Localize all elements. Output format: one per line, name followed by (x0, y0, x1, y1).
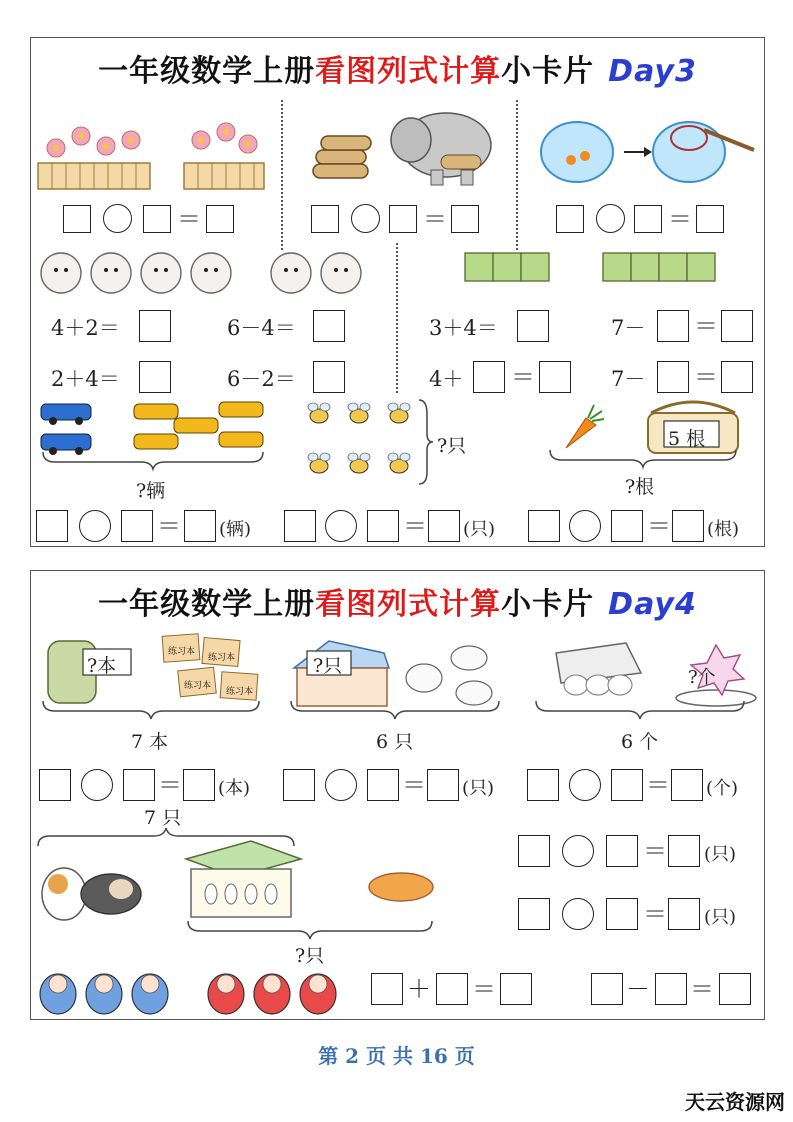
divider (516, 100, 518, 250)
unit-label: (只) (463, 519, 496, 540)
title-red: 看图列式计算 (315, 587, 502, 622)
equals-sign: ＝ (690, 975, 714, 1003)
equals-sign: ＝ (423, 205, 447, 233)
answer-box[interactable] (206, 205, 234, 233)
answer-box[interactable] (451, 205, 479, 233)
operator-circle[interactable] (325, 510, 357, 542)
answer-box[interactable] (657, 310, 689, 342)
total-label: 6 个 (621, 731, 659, 753)
answer-box[interactable] (518, 898, 550, 930)
answer-box[interactable] (517, 310, 549, 342)
title-black-2: 小卡片 (501, 587, 595, 622)
answer-box[interactable] (284, 510, 316, 542)
watermark: 天云资源网 (685, 1090, 785, 1114)
operator-circle[interactable] (325, 769, 357, 801)
basket-label: 5 根 (668, 428, 706, 450)
rabbits-illustration (36, 238, 366, 298)
equals-sign: ＝ (158, 771, 182, 799)
dolls-illustration (36, 964, 366, 1016)
unit-label: (个) (706, 778, 739, 799)
equals-sign: ＝ (643, 900, 667, 928)
unit-label: (只) (704, 907, 737, 928)
equals-sign: ＝ (643, 837, 667, 865)
brace-bottom (548, 448, 738, 468)
answer-box[interactable] (143, 205, 171, 233)
total-label: 6 只 (376, 731, 414, 753)
answer-box[interactable] (39, 769, 71, 801)
title-red: 看图列式计算 (315, 54, 502, 89)
book-label: 练习本 (168, 647, 196, 657)
equation-text: 3＋4＝ (429, 316, 498, 340)
answer-box[interactable] (367, 769, 399, 801)
equals-sign: ＝ (668, 205, 692, 233)
equation-text: 6－2＝ (227, 367, 296, 391)
house-question-label: ?只 (313, 655, 343, 677)
operator-circle[interactable] (562, 835, 594, 867)
plate-question-label: ?个 (688, 667, 716, 688)
flowers-illustration (36, 118, 276, 193)
page-footer: 第 2 页 共 16 页 (318, 1044, 475, 1068)
unit-label: (辆) (219, 519, 252, 540)
operator-circle[interactable] (351, 204, 380, 233)
brace-bottom (41, 699, 263, 721)
answer-box[interactable] (427, 769, 459, 801)
answer-box[interactable] (671, 769, 703, 801)
answer-box[interactable] (63, 205, 91, 233)
unit-label: (本) (218, 778, 251, 799)
backpack-question-label: ?本 (87, 655, 117, 677)
cats-total-label: 7 只 (144, 807, 182, 829)
book-label: 练习本 (184, 681, 212, 691)
answer-box[interactable] (518, 835, 550, 867)
card-title (31, 46, 764, 90)
operator-circle[interactable] (79, 510, 111, 542)
book-label: 练习本 (208, 653, 236, 663)
equals-sign: ＝ (647, 512, 671, 540)
answer-box[interactable] (719, 973, 751, 1005)
equals-sign: ＝ (403, 512, 427, 540)
brace-bottom (534, 699, 749, 721)
worksheet-card-day3 (30, 37, 765, 547)
answer-box[interactable] (389, 205, 417, 233)
total-label: 7 本 (131, 731, 169, 753)
answer-box[interactable] (527, 769, 559, 801)
answer-box[interactable] (121, 510, 153, 542)
operator-circle[interactable] (103, 204, 132, 233)
answer-box[interactable] (139, 361, 171, 393)
unit-label: (根) (707, 519, 740, 540)
answer-box[interactable] (139, 310, 171, 342)
answer-box[interactable] (313, 310, 345, 342)
title-day: Day4 (608, 587, 697, 622)
answer-box[interactable] (721, 361, 753, 393)
answer-box[interactable] (500, 973, 532, 1005)
title-black: 一年级数学上册 (98, 54, 316, 89)
answer-box[interactable] (668, 835, 700, 867)
title-black: 一年级数学上册 (98, 587, 316, 622)
divider (281, 100, 283, 250)
answer-box[interactable] (123, 769, 155, 801)
minus-sign: － (626, 975, 650, 1003)
answer-box[interactable] (311, 205, 339, 233)
card-title (31, 579, 764, 623)
answer-box[interactable] (655, 973, 687, 1005)
answer-box[interactable] (371, 973, 403, 1005)
equals-sign: ＝ (694, 312, 718, 340)
fishbowl-illustration (539, 110, 759, 190)
equation-text: 6－4＝ (227, 316, 296, 340)
cats-birdhouse-illustration (36, 839, 436, 929)
blocks-illustration (463, 248, 753, 288)
equals-sign: ＝ (472, 975, 496, 1003)
equation-text: 4＋ (429, 367, 464, 391)
cats-question-label: ?只 (295, 945, 325, 967)
elephant-logs-illustration (311, 100, 511, 190)
book-label: 练习本 (226, 687, 254, 697)
answer-box[interactable] (668, 898, 700, 930)
answer-box[interactable] (611, 769, 643, 801)
title-black-2: 小卡片 (501, 54, 595, 89)
answer-box[interactable] (473, 361, 505, 393)
answer-box[interactable] (721, 310, 753, 342)
title-day: Day3 (608, 54, 697, 89)
operator-circle[interactable] (562, 898, 594, 930)
answer-box[interactable] (672, 510, 704, 542)
equation-text: 2＋4＝ (51, 367, 120, 391)
answer-box[interactable] (611, 510, 643, 542)
answer-box[interactable] (313, 361, 345, 393)
equals-sign: ＝ (511, 363, 535, 391)
operator-circle[interactable] (569, 769, 601, 801)
answer-box[interactable] (367, 510, 399, 542)
plus-sign: ＋ (407, 975, 431, 1003)
answer-box[interactable] (634, 205, 662, 233)
bees-question-label: ?只 (437, 435, 467, 457)
divider (396, 243, 398, 393)
equals-sign: ＝ (177, 205, 201, 233)
carrot-question-label: ?根 (625, 476, 655, 498)
worksheet-card-day4 (30, 570, 765, 1020)
equals-sign: ＝ (646, 771, 670, 799)
equation-text: 7－ (611, 316, 646, 340)
operator-circle[interactable] (569, 510, 601, 542)
cars-question-label: ?辆 (136, 480, 166, 502)
brace-bottom (41, 450, 266, 470)
answer-box[interactable] (696, 205, 724, 233)
bees-illustration (301, 398, 431, 488)
answer-box[interactable] (606, 835, 638, 867)
answer-box[interactable] (184, 510, 216, 542)
equation-text: 7－ (611, 367, 646, 391)
equals-sign: ＝ (694, 363, 718, 391)
answer-box[interactable] (657, 361, 689, 393)
answer-box[interactable] (428, 510, 460, 542)
operator-circle[interactable] (596, 204, 625, 233)
answer-box[interactable] (606, 898, 638, 930)
unit-label: (只) (704, 844, 737, 865)
answer-box[interactable] (539, 361, 571, 393)
equals-sign: ＝ (402, 771, 426, 799)
answer-box[interactable] (556, 205, 584, 233)
answer-box[interactable] (36, 510, 68, 542)
equation-text: 4＋2＝ (51, 316, 120, 340)
equals-sign: ＝ (157, 512, 181, 540)
answer-box[interactable] (283, 769, 315, 801)
answer-box[interactable] (436, 973, 468, 1005)
answer-box[interactable] (183, 769, 215, 801)
brace-bottom (289, 699, 504, 721)
unit-label: (只) (462, 778, 495, 799)
operator-circle[interactable] (81, 769, 113, 801)
answer-box[interactable] (591, 973, 623, 1005)
brace-bottom (186, 919, 438, 941)
answer-box[interactable] (528, 510, 560, 542)
